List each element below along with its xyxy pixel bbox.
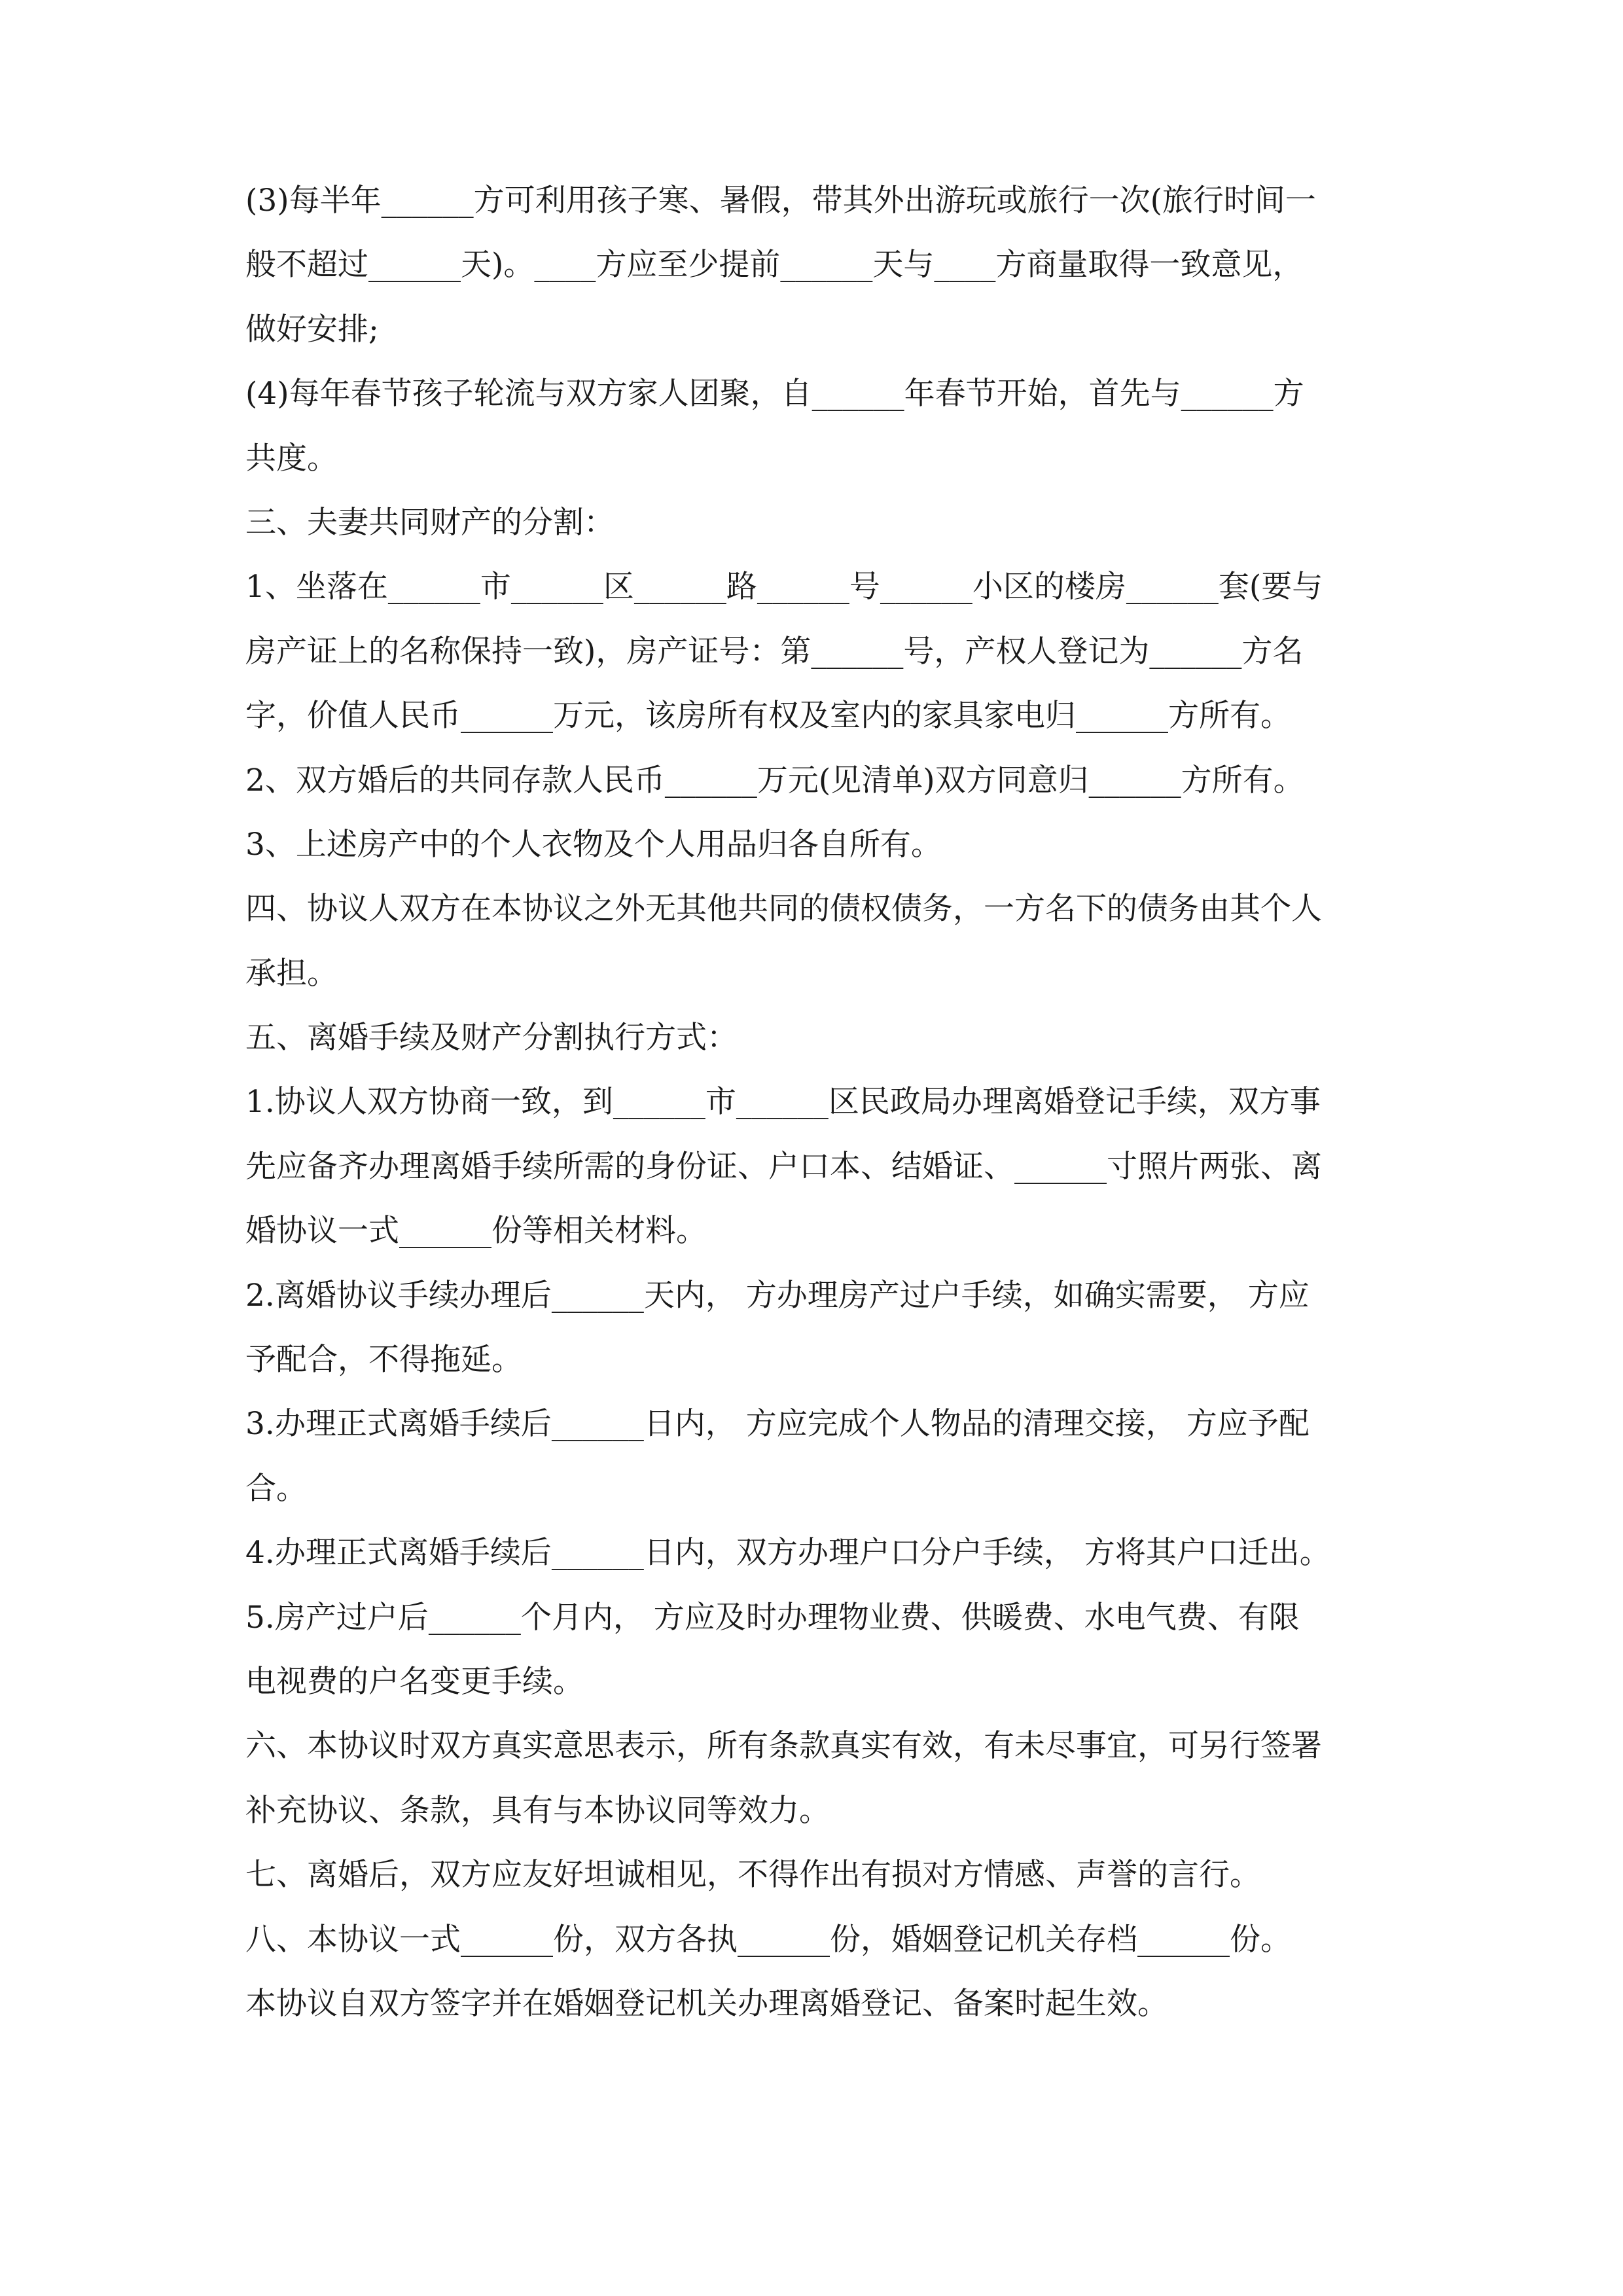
section-heading: 八、本协议一式______份，双方各执______份，婚姻登记机关存档______份。 [245, 1921, 1291, 1958]
section-heading: 三、夫妻共同财产的分割： [245, 504, 615, 541]
text-line: 般不超过______天)。____方应至少提前______天与____方商量取得一致意见， [245, 247, 1304, 283]
text-line: 电视费的户名变更手续。 [245, 1663, 584, 1700]
section-heading: 五、离婚手续及财产分割执行方式： [245, 1020, 738, 1056]
text-line: 婚协议一式______份等相关材料。 [245, 1213, 707, 1249]
text-line: 2、双方婚后的共同存款人民币______万元(见清单)双方同意归______方所有。 [245, 762, 1304, 798]
section-heading: 四、协议人双方在本协议之外无其他共同的债权债务，一方名下的债务由其个人 [245, 891, 1322, 927]
text-line: 1、坐落在______市______区______路______号______小区的楼房______套(要与 [245, 569, 1323, 605]
text-line: 字，价值人民币______万元，该房所有权及室内的家具家电归______方所有。 [245, 698, 1291, 734]
section-heading: 七、离婚后，双方应友好坦诚相见，不得作出有损对方情感、声誉的言行。 [245, 1857, 1260, 1893]
text-line: 先应备齐办理离婚手续所需的身份证、户口本、结婚证、______寸照片两张、离 [245, 1148, 1322, 1185]
text-line: 做好安排; [245, 311, 379, 348]
text-line: 3.办理正式离婚手续后______日内， 方应完成个人物品的清理交接， 方应予配 [245, 1406, 1310, 1443]
text-line: 4.办理正式离婚手续后______日内，双方办理户口分户手续， 方将其户口迁出。 [245, 1535, 1330, 1571]
section-heading: 六、本协议时双方真实意思表示，所有条款真实有效，有未尽事宜，可另行签署 [245, 1728, 1322, 1765]
text-line: 3、上述房产中的个人衣物及个人用品归各自所有。 [245, 826, 942, 863]
text-line: 本协议自双方签字并在婚姻登记机关办理离婚登记、备案时起生效。 [245, 1985, 1168, 2022]
text-line: 予配合，不得拖延。 [245, 1342, 522, 1378]
text-line: 合。 [245, 1470, 307, 1507]
text-line: (4)每年春节孩子轮流与双方家人团聚，自______年春节开始，首先与______方 [245, 376, 1304, 412]
text-line: 共度。 [245, 440, 338, 476]
text-line: 补充协议、条款，具有与本协议同等效力。 [245, 1792, 830, 1829]
text-line: 承担。 [245, 955, 338, 992]
text-line: 2.离婚协议手续办理后______天内， 方办理房产过户手续，如确实需要， 方应 [245, 1277, 1310, 1314]
agreement-body [245, 169, 1397, 2036]
text-line: (3)每半年______方可利用孩子寒、暑假，带其外出游玩或旅行一次(旅行时间一 [245, 183, 1316, 219]
text-line: 1.协议人双方协商一致，到______市______区民政局办理离婚登记手续，双方事 [245, 1084, 1321, 1121]
text-line: 5.房产过户后______个月内， 方应及时办理物业费、供暖费、水电气费、有限 [245, 1599, 1300, 1636]
text-line: 房产证上的名称保持一致)，房产证号：第______号，产权人登记为______方名 [245, 633, 1304, 670]
